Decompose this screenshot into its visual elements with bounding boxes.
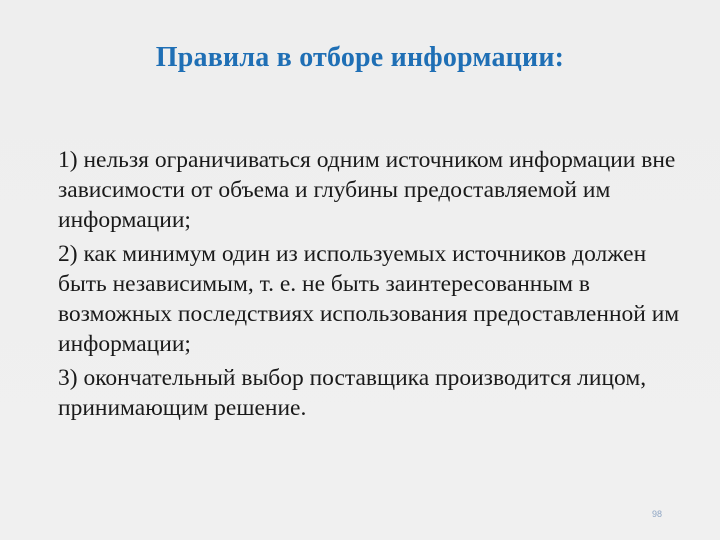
slide-title: Правила в отборе информации: — [155, 42, 565, 73]
rules-list — [58, 145, 688, 427]
rule-item-3: 3) окончательный выбор поставщика производится лицом, принимающим решение. — [58, 365, 647, 421]
rule-item-1: 1) нельзя ограничиваться одним источником информации вне зависимости от объема и глубины предоставляемой им информации; — [58, 147, 676, 233]
page-number: 98 — [652, 509, 663, 519]
rule-item-2: 2) как минимум один из используемых источников должен быть независимым, т. е. не быть заинтересованным в возможных последствиях использования предоставленной им информации; — [58, 241, 680, 357]
